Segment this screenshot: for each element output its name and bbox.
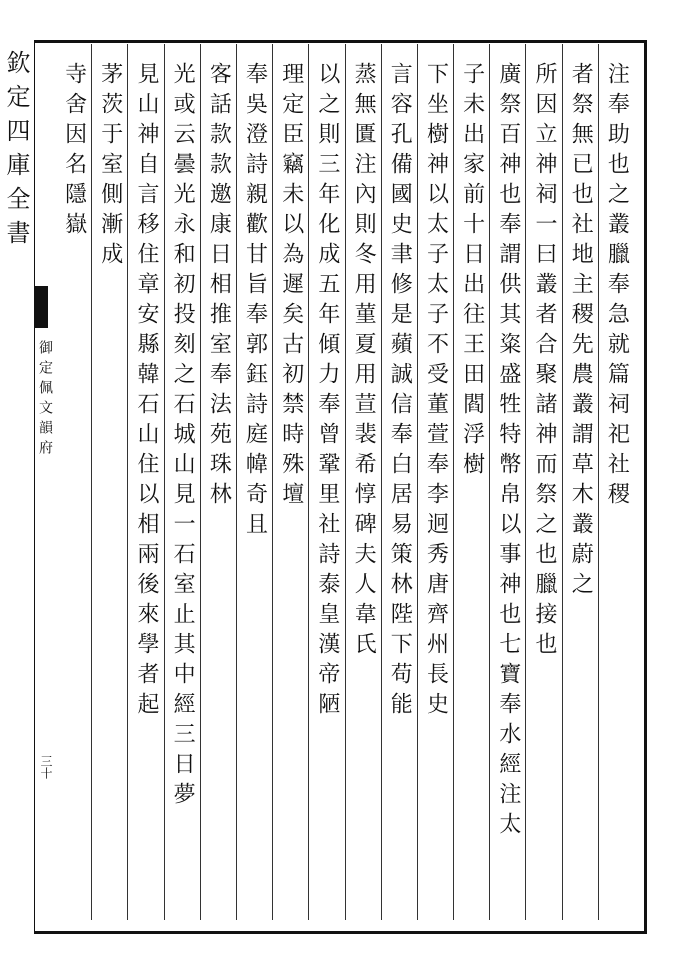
text-column: 奉吳澄詩親歡甘旨奉郭鈺詩庭幃奇且 [236, 44, 272, 920]
text-column: 見山神自言移住章安縣韓石山住以相兩後來學者起 [127, 44, 163, 920]
text-column: 言容孔備國史聿修是蘋誠信奉白居易策林陛下苟能 [381, 44, 417, 920]
text-columns [56, 44, 634, 920]
margin-strip [0, 0, 53, 965]
book-title: 欽定四庫全書 [2, 50, 30, 254]
text-column: 寺舍因名隱嶽 [61, 62, 87, 242]
text-column: 所因立神祠一曰叢者合聚諸神而祭之也臘接也 [525, 44, 561, 920]
text-column: 理定臣竊未以為遲矣古初禁時殊壇 [272, 44, 308, 920]
text-column: 客話款款邀康日相推室奉法苑珠林 [200, 44, 236, 920]
text-column: 茅茨于室側漸成 [91, 44, 127, 920]
text-column: 以之則三年化成五年傾力奉曾鞏里社詩泰皇漢帝陋 [308, 44, 344, 920]
page-number: 三十 [39, 755, 53, 779]
text-column: 者祭無已也社地主稷先農叢謂草木叢蔚之 [562, 44, 598, 920]
text-column: 下坐樹神以太子太子不受董萱奉李迥秀唐齊州長史 [417, 44, 453, 920]
side-rule [34, 40, 35, 931]
text-column: 注奉助也之叢臘奉急就篇祠祀社稷 [598, 44, 634, 920]
volume-title: 御定佩文韻府 [37, 340, 53, 460]
text-column: 子未出家前十日出往王田閻浮樹 [453, 44, 489, 920]
text-column: 廣祭百神也奉謂供其粢盛牲特幣帛以事神也七寶奉水經注太 [489, 44, 525, 920]
fishtail-mark [34, 286, 48, 328]
text-column: 蒸無匱注內則冬用菫夏用荁裴希惇碑夫人韋氏 [345, 44, 381, 920]
text-column: 光或云曇光永和初投刻之石城山見一石室止其中經三日夢 [164, 44, 200, 920]
